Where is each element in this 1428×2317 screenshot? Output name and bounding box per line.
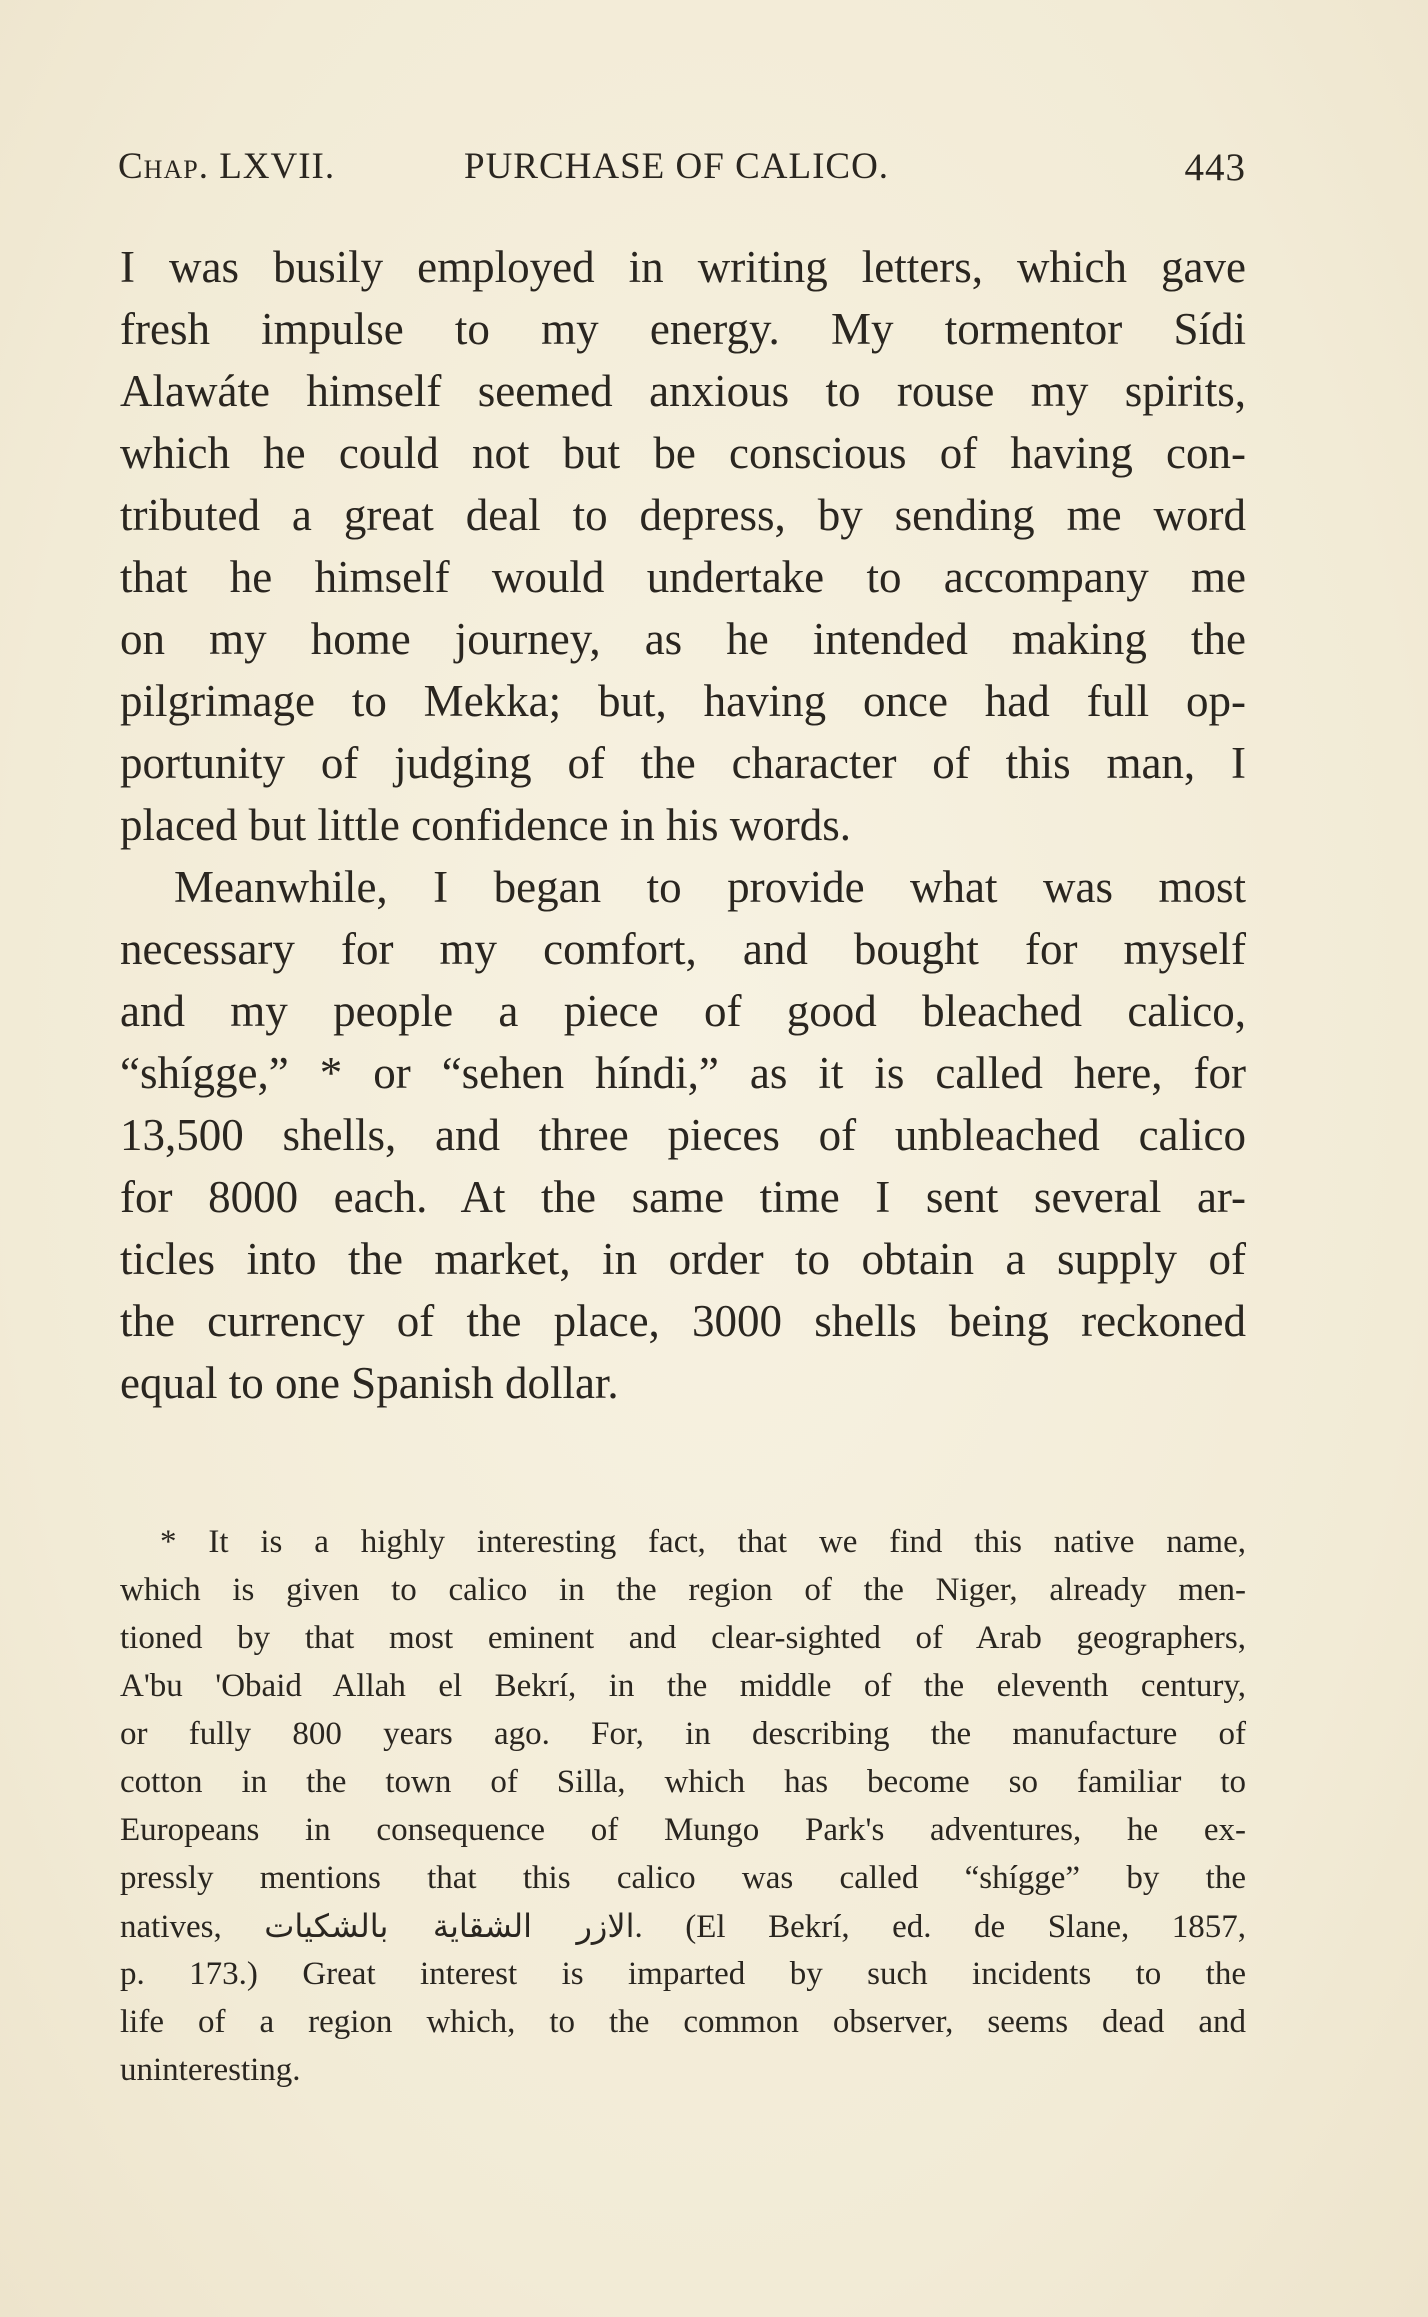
text-line: on my home journey, as he intended making the bbox=[120, 614, 1246, 664]
body-text bbox=[120, 236, 1246, 1414]
footnote-line: p. 173.) Great interest is imparted by such incidents to the bbox=[120, 1956, 1246, 1992]
footnote-line: A'bu 'Obaid Allah el Bekrí, in the middle of the eleventh century, bbox=[120, 1668, 1246, 1704]
text-line: pilgrimage to Mekka; but, having once had full op- bbox=[120, 676, 1246, 726]
footnote-line: or fully 800 years ago. For, in describing the manufacture of bbox=[120, 1716, 1246, 1752]
text-line: equal to one Spanish dollar. bbox=[120, 1358, 619, 1408]
paragraph-2 bbox=[120, 856, 1246, 1414]
arabic-quote: الازر الشقاية بالشكيات bbox=[264, 1907, 635, 1945]
paragraph-1 bbox=[120, 236, 1246, 856]
text-line: the currency of the place, 3000 shells being reckoned bbox=[120, 1296, 1246, 1346]
citation: (El Bekrí, ed. de Slane, 1857, bbox=[685, 1909, 1247, 1945]
footnote bbox=[120, 1518, 1246, 2094]
text-line: ticles into the market, in order to obtain a supply of bbox=[120, 1234, 1246, 1284]
text-line: and my people a piece of good bleached calico, bbox=[120, 986, 1246, 1036]
text-line: for 8000 each. At the same time I sent several ar- bbox=[120, 1172, 1246, 1222]
text-line: Meanwhile, I began to provide what was most bbox=[174, 862, 1246, 912]
footnote-line: Europeans in consequence of Mungo Park's adventures, he ex- bbox=[120, 1812, 1246, 1848]
text-line: “shígge,” * or “sehen híndi,” as it is called here, for bbox=[120, 1048, 1246, 1098]
page-title: PURCHASE OF CALICO. bbox=[464, 146, 890, 187]
text-line: fresh impulse to my energy. My tormentor Sídi bbox=[120, 304, 1246, 354]
footnote-line: uninteresting. bbox=[120, 2052, 301, 2088]
text-line: portunity of judging of the character of this man, I bbox=[120, 738, 1246, 788]
footnote-line: * It is a highly interesting fact, that we find this native name, bbox=[160, 1524, 1246, 1560]
text-line: tributed a great deal to depress, by sending me word bbox=[120, 490, 1246, 540]
footnote-arabic-line: natives, الازر الشقاية بالشكيات. (El Bekrí, ed. de Slane, 1857, bbox=[120, 1907, 1247, 1945]
footnote-line: cotton in the town of Silla, which has become so familiar to bbox=[120, 1764, 1246, 1800]
footnote-line: which is given to calico in the region of the Niger, already men- bbox=[120, 1572, 1246, 1608]
footnote-line: tioned by that most eminent and clear-sighted of Arab geographers, bbox=[120, 1620, 1246, 1656]
chapter-label: Chap. LXVII. bbox=[118, 146, 336, 187]
page-number: 443 bbox=[1184, 146, 1246, 189]
text-line: that he himself would undertake to accompany me bbox=[120, 552, 1246, 602]
footnote-line: pressly mentions that this calico was called “shígge” by the bbox=[120, 1860, 1246, 1896]
footnote-line: life of a region which, to the common observer, seems dead and bbox=[120, 2004, 1246, 2040]
text-line: I was busily employed in writing letters, which gave bbox=[120, 242, 1246, 292]
running-head bbox=[118, 145, 1246, 195]
text-line: placed but little confidence in his words. bbox=[120, 800, 852, 850]
text-line: necessary for my comfort, and bought for myself bbox=[120, 924, 1246, 974]
text-line: which he could not but be conscious of having con- bbox=[120, 428, 1246, 478]
text-line: 13,500 shells, and three pieces of unbleached calico bbox=[120, 1110, 1246, 1160]
natives-prefix: natives, bbox=[120, 1909, 222, 1945]
text-line: Alawáte himself seemed anxious to rouse my spirits, bbox=[120, 366, 1246, 416]
